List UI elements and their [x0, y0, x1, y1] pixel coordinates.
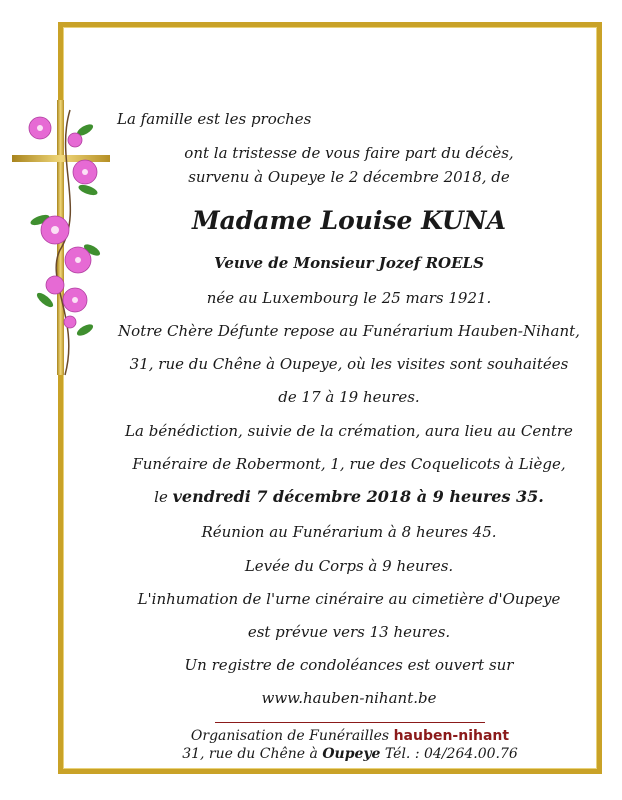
- footer-phone: Tél. : 04/264.00.76: [384, 746, 518, 762]
- inhumation-line-1: L'inhumation de l'urne cinéraire au cimetière d'Oupeye: [137, 590, 561, 608]
- date-bold: vendredi 7 décembre 2018 à 9 heures 35.: [172, 487, 544, 506]
- inhumation-line-2: est prévue vers 13 heures.: [247, 623, 451, 641]
- register-url[interactable]: www.hauben-nihant.be: [261, 689, 437, 707]
- footer-divider: [215, 722, 485, 723]
- footer-address: [0, 746, 622, 762]
- blessing-line-2: Funéraire de Robermont, 1, rue des Coquelicots à Liège,: [132, 455, 566, 473]
- announcement-line-1: ont la tristesse de vous faire part du décès,: [184, 144, 514, 162]
- rest-line-1: Notre Chère Défunte repose au Funérarium Hauben-Nihant,: [118, 322, 580, 340]
- footer-org-label: Organisation de Funérailles: [190, 728, 390, 744]
- blessing-line-1: La bénédiction, suivie de la crémation, aura lieu au Centre: [125, 422, 573, 440]
- birth-info: née au Luxembourg le 25 mars 1921.: [206, 289, 492, 307]
- footer-organisation: [0, 728, 622, 744]
- brand-logo: hauben-nihant: [393, 728, 510, 744]
- meeting-info: Réunion au Funérarium à 8 heures 45.: [201, 523, 497, 541]
- lift-info: Levée du Corps à 9 heures.: [244, 557, 454, 575]
- intro-text: La famille est les proches: [117, 110, 312, 128]
- ceremony-date: [38, 487, 622, 506]
- footer-address-pre: 31, rue du Chêne à: [182, 746, 318, 762]
- announcement-line-2: survenu à Oupeye le 2 décembre 2018, de: [188, 168, 510, 186]
- footer-address-bold: Oupeye: [322, 746, 381, 762]
- date-prefix: le: [154, 488, 168, 506]
- register-line: Un registre de condoléances est ouvert sur: [184, 656, 514, 674]
- widow-of: Veuve de Monsieur Jozef ROELS: [214, 254, 484, 272]
- deceased-name: Madame Louise KUNA: [191, 206, 507, 235]
- rest-line-2: 31, rue du Chêne à Oupeye, où les visites sont souhaitées: [129, 355, 569, 373]
- rest-line-3: de 17 à 19 heures.: [278, 388, 420, 406]
